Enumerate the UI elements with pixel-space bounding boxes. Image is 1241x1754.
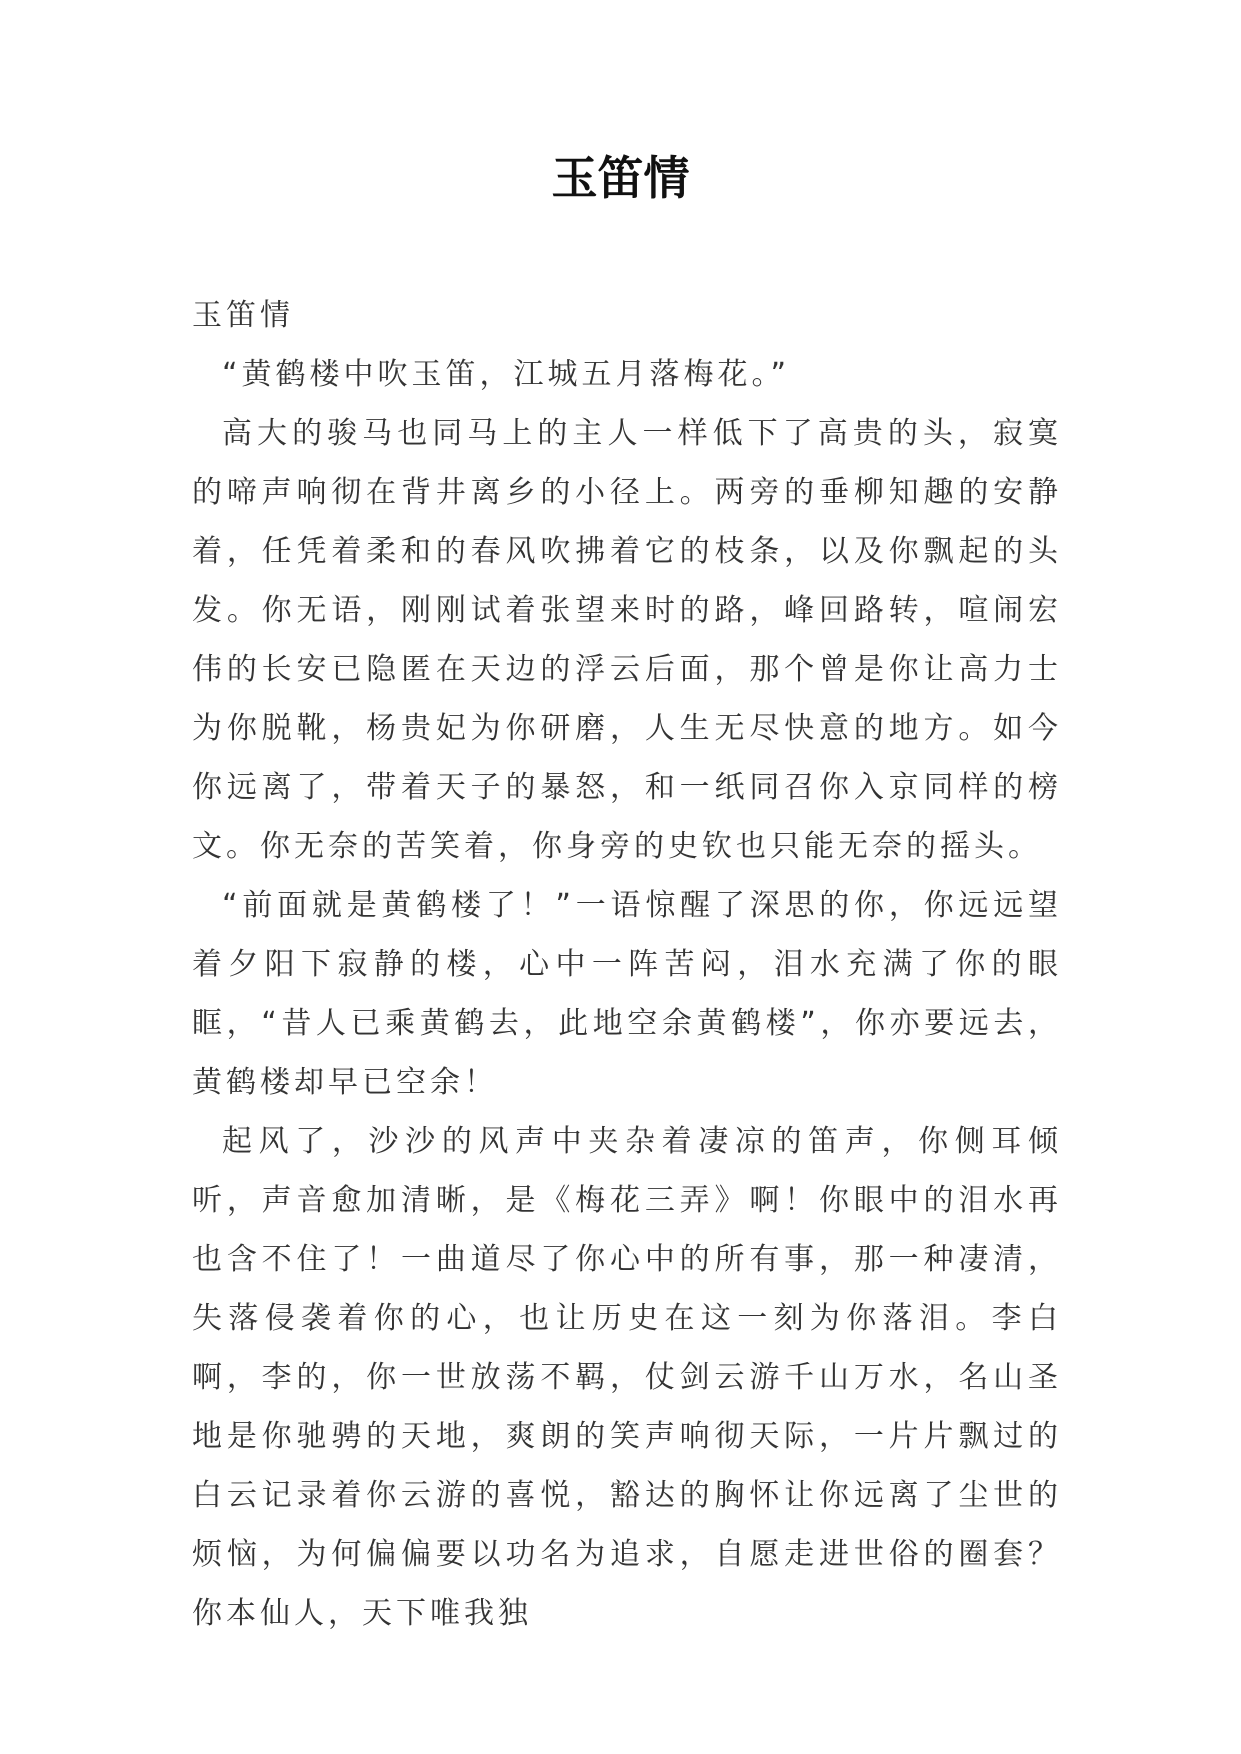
document-body	[192, 286, 1062, 1643]
paragraph-yellow-crane-tower: “前面就是黄鹤楼了！”一语惊醒了深思的你，你远远望着夕阳下寂静的楼，心中一阵苦闷，泪水充满了你的眼眶，“昔人已乘黄鹤去，此地空余黄鹤楼”，你亦要远去，黄鹤楼却早已空余！	[192, 888, 1062, 1100]
paragraph-departure: 高大的骏马也同马上的主人一样低下了高贵的头，寂寞的啼声响彻在背井离乡的小径上。两旁的垂柳知趣的安静着，任凭着柔和的春风吹拂着它的枝条，以及你飘起的头发。你无语，刚刚试着张望来时的路，峰回路转，喧闹宏伟的长安已隐匿在天边的浮云后面，那个曾是你让高力士为你脱靴，杨贵妃为你研磨，人生无尽快意的地方。如今你远离了，带着天子的暴怒，和一纸同召你入京同样的榜文。你无奈的苦笑着，你身旁的史钦也只能无奈的摇头。	[192, 416, 1062, 864]
paragraph-subtitle: 玉笛情	[192, 298, 294, 333]
document-title: 玉笛情	[551, 151, 690, 205]
paragraph-flute-sound: 起风了，沙沙的风声中夹杂着凄凉的笛声，你侧耳倾听，声音愈加清晰，是《梅花三弄》啊！你眼中的泪水再也含不住了！一曲道尽了你心中的所有事，那一种凄清，失落侵袭着你的心，也让历史在这一刻为你落泪。李白啊，李的，你一世放荡不羁，仗剑云游千山万水，名山圣地是你驰骋的天地，爽朗的笑声响彻天际，一片片飘过的白云记录着你云游的喜悦，豁达的胸怀让你远离了尘世的烦恼，为何偏偏要以功名为追求，自愿走进世俗的圈套？你本仙人，天下唯我独	[192, 1124, 1062, 1631]
paragraph-poem-quote: “黄鹤楼中吹玉笛，江城五月落梅花。”	[222, 357, 791, 392]
